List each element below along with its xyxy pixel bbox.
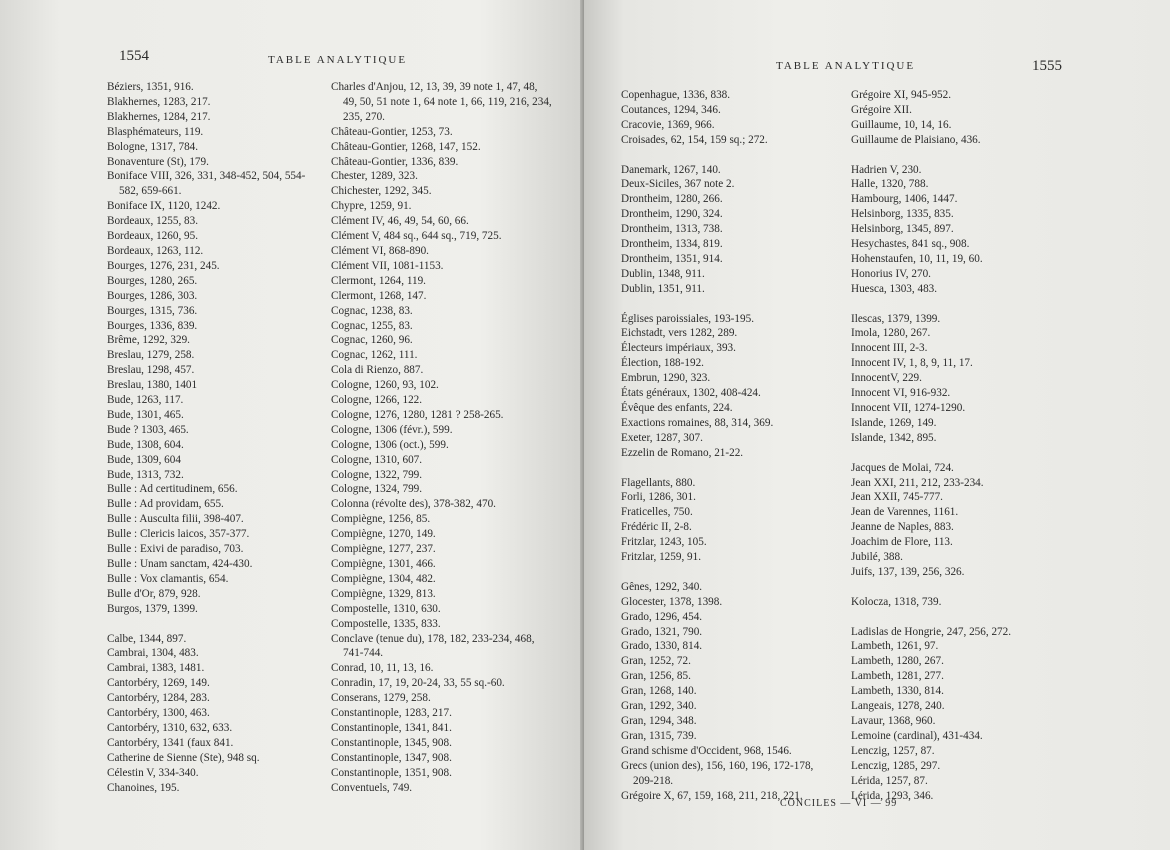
- index-entry: Cologne, 1306 (oct.), 599.: [331, 438, 449, 451]
- index-entry: InnocentV, 229.: [851, 372, 922, 385]
- index-entry: Coutances, 1294, 346.: [621, 103, 721, 116]
- index-entry: Cognac, 1262, 111.: [331, 349, 418, 362]
- index-entry: Islande, 1269, 149.: [851, 416, 937, 429]
- index-column-right-2: [851, 88, 1076, 803]
- left-page: [0, 0, 584, 850]
- entry-spacer: [621, 148, 831, 163]
- index-entry: Grégoire X, 67, 159, 168, 211, 218, 221.: [621, 789, 803, 802]
- index-entry: Fritzlar, 1243, 105.: [621, 536, 707, 549]
- index-entry: Exactions romaines, 88, 314, 369.: [621, 416, 774, 429]
- index-entry: Cantorbéry, 1310, 632, 633.: [107, 721, 233, 734]
- index-entry: Huesca, 1303, 483.: [851, 282, 938, 295]
- index-entry: Joachim de Flore, 113.: [851, 536, 953, 549]
- index-entry: Bulle : Clericis laicos, 357-377.: [107, 528, 250, 541]
- index-entry: Bude, 1313, 732.: [107, 468, 184, 481]
- index-entry: Constantinople, 1345, 908.: [331, 736, 452, 749]
- index-entry: Cologne, 1306 (févr.), 599.: [331, 423, 453, 436]
- index-entry: Cologne, 1276, 1280, 1281 ? 258-265.: [331, 408, 504, 421]
- index-entry: Bude, 1301, 465.: [107, 408, 184, 421]
- entry-spacer: [851, 610, 1076, 625]
- entry-spacer: [851, 297, 1076, 312]
- index-entry: Grégoire XI, 945-952.: [851, 89, 952, 101]
- index-entry: Guillaume de Plaisiano, 436.: [851, 133, 981, 146]
- entry-spacer: [621, 297, 831, 312]
- index-entry: Ladislas de Hongrie, 247, 256, 272.: [851, 625, 1012, 638]
- index-entry: Guillaume, 10, 14, 16.: [851, 118, 952, 131]
- page-footer: CONCILES — VI — 99: [780, 798, 898, 809]
- index-entry: Blakhernes, 1283, 217.: [107, 95, 211, 108]
- index-entry: Exeter, 1287, 307.: [621, 431, 703, 444]
- index-entry: Conclave (tenue du), 178, 182, 233-234, 468, 741-744.: [331, 632, 535, 660]
- index-entry: Bordeaux, 1260, 95.: [107, 230, 199, 243]
- index-entry: Cologne, 1266, 122.: [331, 394, 423, 407]
- index-entry: Élection, 188-192.: [621, 357, 704, 370]
- index-entry: Constantinople, 1341, 841.: [331, 721, 452, 734]
- index-entry: Frédéric II, 2-8.: [621, 521, 692, 534]
- index-entry: Constantinople, 1283, 217.: [331, 707, 452, 720]
- index-entry: Imola, 1280, 267.: [851, 327, 931, 340]
- index-entry: Langeais, 1278, 240.: [851, 700, 945, 713]
- index-entry: Breslau, 1298, 457.: [107, 364, 195, 377]
- index-entry: Dublin, 1348, 911.: [621, 267, 705, 280]
- index-entry: Calbe, 1344, 897.: [107, 632, 187, 645]
- index-entry: Halle, 1320, 788.: [851, 178, 929, 191]
- index-entry: Brême, 1292, 329.: [107, 334, 190, 347]
- index-entry: Catherine de Sienne (Ste), 948 sq.: [107, 751, 260, 764]
- index-entry: Gran, 1268, 140.: [621, 685, 697, 698]
- index-column-left-1: [107, 80, 312, 795]
- index-entry: Gran, 1256, 85.: [621, 670, 691, 683]
- index-entry: Compiègne, 1256, 85.: [331, 513, 431, 526]
- index-entry: Lérida, 1293, 346.: [851, 789, 934, 802]
- index-entry: Drontheim, 1351, 914.: [621, 252, 723, 265]
- index-entry: Bulle : Vox clamantis, 654.: [107, 572, 229, 585]
- index-entry: Clément VI, 868-890.: [331, 244, 429, 257]
- index-entry: Ilescas, 1379, 1399.: [851, 312, 941, 325]
- index-entry: Gênes, 1292, 340.: [621, 580, 703, 593]
- index-entry: Bulle : Ad providam, 655.: [107, 498, 224, 511]
- index-entry: Château-Gontier, 1268, 147, 152.: [331, 140, 481, 153]
- index-entry: Compostelle, 1310, 630.: [331, 602, 441, 615]
- index-entry: Clément V, 484 sq., 644 sq., 719, 725.: [331, 230, 502, 243]
- index-column-left-2: [331, 80, 553, 796]
- page-number-left: 1554: [119, 48, 149, 64]
- entry-spacer: [851, 446, 1076, 461]
- index-entry: Clément VII, 1081-1153.: [331, 259, 444, 272]
- index-entry: Bude, 1263, 117.: [107, 394, 184, 407]
- right-page: [584, 0, 1170, 850]
- index-entry: Cantorbéry, 1269, 149.: [107, 677, 210, 690]
- index-entry: Fritzlar, 1259, 91.: [621, 551, 702, 564]
- index-entry: Conradin, 17, 19, 20-24, 33, 55 sq.-60.: [331, 677, 505, 690]
- index-entry: Églises paroissiales, 193-195.: [621, 312, 754, 325]
- index-entry: Compostelle, 1335, 833.: [331, 617, 441, 630]
- index-entry: Grand schisme d'Occident, 968, 1546.: [621, 744, 792, 757]
- index-entry: Copenhague, 1336, 838.: [621, 89, 731, 101]
- index-entry: Bologne, 1317, 784.: [107, 140, 199, 153]
- index-entry: Château-Gontier, 1253, 73.: [331, 125, 453, 138]
- index-entry: Conrad, 10, 11, 13, 16.: [331, 662, 434, 675]
- index-entry: Grado, 1321, 790.: [621, 625, 703, 638]
- index-entry: Clermont, 1268, 147.: [331, 289, 427, 302]
- index-entry: Forli, 1286, 301.: [621, 491, 696, 504]
- running-header-right: TABLE ANALYTIQUE: [776, 60, 916, 72]
- index-entry: Drontheim, 1280, 266.: [621, 193, 723, 206]
- index-entry: Charles d'Anjou, 12, 13, 39, 39 note 1, 47, 48, 49, 50, 51 note 1, 64 note 1, 66, 119, 216, 234, 235, 270.: [331, 81, 552, 123]
- index-entry: Embrun, 1290, 323.: [621, 372, 711, 385]
- index-entry: Lambeth, 1280, 267.: [851, 655, 944, 668]
- index-entry: Lenczig, 1257, 87.: [851, 744, 935, 757]
- index-entry: Gran, 1315, 739.: [621, 729, 697, 742]
- index-entry: Boniface VIII, 326, 331, 348-452, 504, 554-582, 659-661.: [107, 170, 306, 198]
- index-entry: États généraux, 1302, 408-424.: [621, 387, 761, 400]
- index-entry: Lemoine (cardinal), 431-434.: [851, 729, 983, 742]
- index-entry: Cantorbéry, 1284, 283.: [107, 692, 210, 705]
- index-entry: Drontheim, 1290, 324.: [621, 208, 723, 221]
- index-entry: Hadrien V, 230.: [851, 163, 922, 176]
- index-entry: Célestin V, 334-340.: [107, 766, 199, 779]
- index-entry: Compiègne, 1301, 466.: [331, 558, 436, 570]
- index-entry: Fraticelles, 750.: [621, 506, 693, 519]
- index-entry: Breslau, 1380, 1401: [107, 379, 198, 392]
- index-entry: Bonaventure (St), 179.: [107, 155, 209, 168]
- index-entry: Cantorbéry, 1341 (faux 841.: [107, 736, 234, 749]
- index-entry: Compiègne, 1329, 813.: [331, 587, 436, 600]
- index-entry: Compiègne, 1304, 482.: [331, 572, 436, 585]
- index-entry: Cambrai, 1383, 1481.: [107, 662, 205, 675]
- index-entry: Drontheim, 1313, 738.: [621, 223, 723, 236]
- entry-spacer: [107, 617, 312, 632]
- index-entry: Jacques de Molai, 724.: [851, 461, 954, 474]
- index-entry: Château-Gontier, 1336, 839.: [331, 155, 459, 168]
- index-entry: Blasphémateurs, 119.: [107, 125, 204, 138]
- index-entry: Jubilé, 388.: [851, 551, 903, 564]
- index-entry: Chester, 1289, 323.: [331, 170, 418, 183]
- index-entry: Ezzelin de Romano, 21-22.: [621, 446, 744, 459]
- index-entry: Innocent VI, 916-932.: [851, 387, 951, 400]
- index-entry: Bude, 1308, 604.: [107, 438, 184, 451]
- index-entry: Helsinborg, 1335, 835.: [851, 208, 954, 221]
- index-entry: Chanoines, 195.: [107, 781, 180, 794]
- index-entry: Jeanne de Naples, 883.: [851, 521, 954, 534]
- index-entry: Lenczig, 1285, 297.: [851, 759, 941, 772]
- index-entry: Burgos, 1379, 1399.: [107, 602, 198, 615]
- index-entry: Bourges, 1336, 839.: [107, 319, 198, 332]
- index-entry: Glocester, 1378, 1398.: [621, 595, 723, 608]
- index-entry: Bordeaux, 1263, 112.: [107, 244, 204, 257]
- index-entry: Innocent III, 2-3.: [851, 342, 928, 355]
- index-entry: Grado, 1296, 454.: [621, 610, 703, 623]
- index-entry: Compiègne, 1277, 237.: [331, 543, 436, 556]
- index-entry: Cognac, 1255, 83.: [331, 319, 413, 332]
- index-entry: Cologne, 1260, 93, 102.: [331, 379, 439, 392]
- index-entry: Chypre, 1259, 91.: [331, 200, 412, 213]
- index-entry: Béziers, 1351, 916.: [107, 81, 194, 93]
- index-entry: Dublin, 1351, 911.: [621, 282, 705, 295]
- index-entry: Hohenstaufen, 10, 11, 19, 60.: [851, 252, 983, 265]
- index-entry: Jean de Varennes, 1161.: [851, 506, 959, 519]
- index-entry: Clermont, 1264, 119.: [331, 274, 426, 287]
- index-entry: Jean XXI, 211, 212, 233-234.: [851, 476, 984, 489]
- index-entry: Deux-Siciles, 367 note 2.: [621, 178, 735, 191]
- index-entry: Cantorbéry, 1300, 463.: [107, 707, 210, 720]
- index-entry: Kolocza, 1318, 739.: [851, 595, 942, 608]
- entry-spacer: [851, 580, 1076, 595]
- index-entry: Lambeth, 1330, 814.: [851, 685, 944, 698]
- index-entry: Juifs, 137, 139, 256, 326.: [851, 565, 965, 578]
- index-entry: Bulle : Ad certitudinem, 656.: [107, 483, 238, 496]
- index-entry: Bourges, 1286, 303.: [107, 289, 198, 302]
- index-entry: Bulle : Exivi de paradiso, 703.: [107, 543, 244, 556]
- index-entry: Hambourg, 1406, 1447.: [851, 193, 958, 206]
- index-entry: Clément IV, 46, 49, 54, 60, 66.: [331, 215, 469, 228]
- index-entry: Cambrai, 1304, 483.: [107, 647, 199, 660]
- index-entry: Cracovie, 1369, 966.: [621, 118, 715, 131]
- index-entry: Cologne, 1322, 799.: [331, 468, 423, 481]
- index-entry: Gran, 1294, 348.: [621, 715, 697, 727]
- index-entry: Chichester, 1292, 345.: [331, 185, 432, 198]
- index-entry: Conserans, 1279, 258.: [331, 692, 431, 705]
- index-entry: Croisades, 62, 154, 159 sq.; 272.: [621, 133, 768, 146]
- index-entry: Grecs (union des), 156, 160, 196, 172-178, 209-218.: [621, 759, 814, 787]
- index-entry: Cologne, 1324, 799.: [331, 483, 423, 496]
- index-entry: Breslau, 1279, 258.: [107, 349, 195, 362]
- index-entry: Constantinople, 1351, 908.: [331, 766, 452, 779]
- index-entry: Danemark, 1267, 140.: [621, 163, 721, 176]
- index-entry: Islande, 1342, 895.: [851, 431, 937, 444]
- index-entry: Innocent VII, 1274-1290.: [851, 402, 966, 414]
- index-entry: Hesychastes, 841 sq., 908.: [851, 238, 970, 251]
- index-entry: Cognac, 1260, 96.: [331, 334, 413, 347]
- index-entry: Constantinople, 1347, 908.: [331, 751, 452, 764]
- index-entry: Drontheim, 1334, 819.: [621, 238, 723, 251]
- index-entry: Bourges, 1276, 231, 245.: [107, 259, 220, 272]
- entry-spacer: [851, 148, 1076, 163]
- index-entry: Conventuels, 749.: [331, 781, 413, 794]
- index-entry: Bude ? 1303, 465.: [107, 423, 189, 436]
- index-entry: Bude, 1309, 604: [107, 453, 181, 466]
- index-entry: Innocent IV, 1, 8, 9, 11, 17.: [851, 357, 973, 370]
- index-entry: Bourges, 1315, 736.: [107, 304, 198, 317]
- index-entry: Boniface IX, 1120, 1242.: [107, 200, 221, 213]
- index-entry: Compiègne, 1270, 149.: [331, 528, 436, 541]
- running-header-left: TABLE ANALYTIQUE: [268, 54, 408, 66]
- index-entry: Gran, 1292, 340.: [621, 700, 697, 713]
- index-entry: Eichstadt, vers 1282, 289.: [621, 327, 738, 340]
- entry-spacer: [621, 461, 831, 476]
- index-entry: Cologne, 1310, 607.: [331, 453, 423, 466]
- index-entry: Bulle : Ausculta filii, 398-407.: [107, 513, 244, 526]
- index-entry: Flagellants, 880.: [621, 476, 696, 489]
- index-entry: Bulle : Unam sanctam, 424-430.: [107, 558, 253, 570]
- index-entry: Cola di Rienzo, 887.: [331, 364, 424, 377]
- index-entry: Lambeth, 1281, 277.: [851, 670, 944, 683]
- entry-spacer: [621, 565, 831, 580]
- index-entry: Grado, 1330, 814.: [621, 640, 703, 653]
- index-entry: Blakhernes, 1284, 217.: [107, 110, 211, 123]
- index-entry: Grégoire XII.: [851, 103, 912, 116]
- index-entry: Honorius IV, 270.: [851, 267, 931, 280]
- index-entry: Helsinborg, 1345, 897.: [851, 223, 954, 236]
- index-column-right-1: [621, 88, 831, 803]
- page-number-right: 1555: [1032, 58, 1062, 74]
- index-entry: Lambeth, 1261, 97.: [851, 640, 939, 653]
- index-entry: Colonna (révolte des), 378-382, 470.: [331, 498, 496, 511]
- index-entry: Bordeaux, 1255, 83.: [107, 215, 199, 228]
- index-entry: Cognac, 1238, 83.: [331, 304, 413, 317]
- index-entry: Bourges, 1280, 265.: [107, 274, 198, 287]
- index-entry: Évêque des enfants, 224.: [621, 402, 733, 414]
- index-entry: Lavaur, 1368, 960.: [851, 714, 936, 727]
- index-entry: Électeurs impériaux, 393.: [621, 342, 736, 355]
- index-entry: Lérida, 1257, 87.: [851, 774, 928, 787]
- index-entry: Jean XXII, 745-777.: [851, 491, 943, 504]
- index-entry: Gran, 1252, 72.: [621, 655, 691, 668]
- index-entry: Bulle d'Or, 879, 928.: [107, 587, 201, 600]
